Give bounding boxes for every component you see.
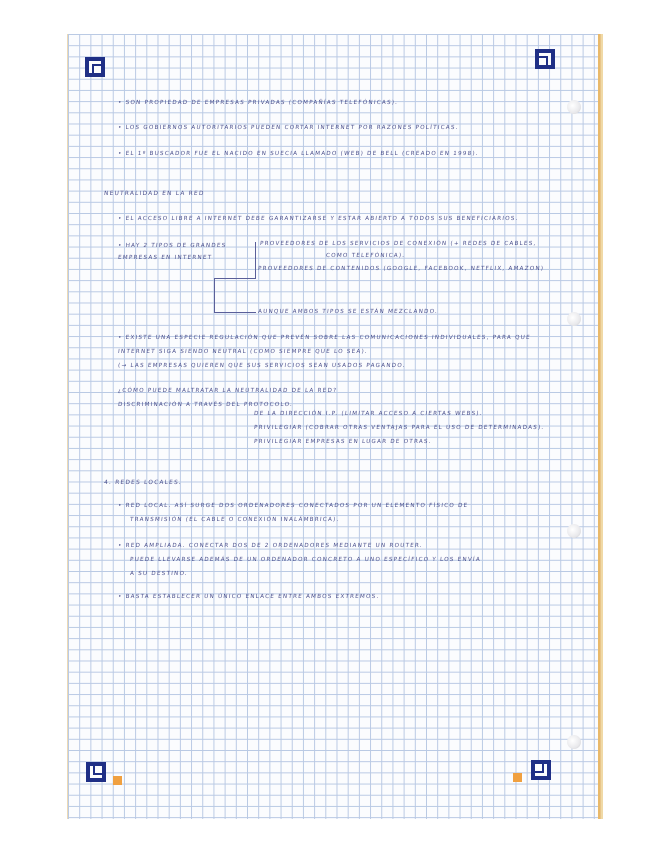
note-line: TRANSMISIÓN (EL CABLE O CONEXIÓN INALÁMBRICA). xyxy=(129,517,340,523)
section-heading: 4. REDES LOCALES. xyxy=(103,480,183,486)
note-line: ¿CÓMO PUEDE MALTRATAR LA NEUTRALIDAD DE LA RED? xyxy=(117,388,338,394)
note-line: • RED LOCAL. ASÍ SURGE DOS ORDENADORES CONECTADOS POR UN ELEMENTO FÍSICO DE xyxy=(117,503,469,509)
binder-hole-3 xyxy=(567,524,581,538)
note-line: DE LA DIRECCIÓN I.P. (LIMITAR ACCESO A CIERTAS WEBS). xyxy=(253,411,484,417)
bracket-line xyxy=(214,312,256,313)
note-line: PUEDE LLEVARSE ADEMÁS DE UN ORDENADOR CONCRETO A UNO ESPECÍFICO Y LOS ENVÍA xyxy=(129,557,482,563)
bracket-line xyxy=(255,242,256,278)
note-line: • LOS GOBIERNOS AUTORITARIOS PUEDEN CORTAR INTERNET POR RAZONES POLÍTICAS. xyxy=(117,125,460,131)
note-line: • HAY 2 TIPOS DE GRANDES xyxy=(117,243,227,249)
note-line: • EL ACCESO LIBRE A INTERNET DEBE GARANTIZARSE Y ESTAR ABIERTO A TODOS SUS BENEFICIARIOS. xyxy=(117,216,519,222)
binder-hole-1 xyxy=(567,100,581,114)
corner-marker-bottom-left xyxy=(86,762,106,782)
section-heading: NEUTRALIDAD EN LA RED xyxy=(103,191,205,197)
bracket-line xyxy=(214,278,256,279)
corner-marker-top-right xyxy=(535,49,555,69)
note-line: AUNQUE AMBOS TIPOS SE ESTÁN MEZCLANDO. xyxy=(257,309,439,315)
note-line: PROVEEDORES DE CONTENIDOS (GOOGLE, FACEBOOK, NETFLIX, AMAZON) xyxy=(257,266,545,272)
note-line: • EL 1º BUSCADOR FUE EL NACIDO EN SUECIA LLAMADO (WEB) DE BELL (CREADO EN 1998). xyxy=(117,151,480,157)
note-line: (→ LAS EMPRESAS QUIEREN QUE SUS SERVICIOS SEAN USADOS PAGANDO. xyxy=(117,363,406,369)
bracket-line xyxy=(214,278,215,312)
binder-hole-2 xyxy=(567,312,581,326)
orange-marker-left xyxy=(113,776,122,785)
note-line: • EXISTE UNA ESPECIE REGULACIÓN QUE PREVÉN SOBRE LAS COMUNICACIONES INDIVIDUALES, PARA QUE xyxy=(117,335,532,341)
note-line: INTERNET SIGA SIENDO NEUTRAL (COMO SIEMPRE QUE LO SEA). xyxy=(117,349,369,355)
note-line: EMPRESAS EN INTERNET xyxy=(117,255,213,261)
note-line: • RED AMPLIADA. CONECTAR DOS DE 2 ORDENADORES MEDIANTE UN ROUTER. xyxy=(117,543,424,549)
note-line: • SON PROPIEDAD DE EMPRESAS PRIVADAS (COMPAÑÍAS TELEFÓNICAS). xyxy=(117,100,399,106)
corner-marker-bottom-right xyxy=(531,760,551,780)
corner-marker-top-left xyxy=(85,57,105,77)
note-line: PRIVILEGIAR (COBRAR OTRAS VENTAJAS PARA EL USO DE DETERMINADAS). xyxy=(253,425,545,431)
binder-hole-4 xyxy=(567,735,581,749)
note-line: COMO TELEFÓNICA). xyxy=(325,253,406,259)
note-line: DISCRIMINACIÓN A TRAVÉS DEL PROTOCOLO. xyxy=(117,402,294,408)
orange-marker-right xyxy=(513,773,522,782)
note-line: A SU DESTINO. xyxy=(129,571,189,577)
note-line: PRIVILEGIAR EMPRESAS EN LUGAR DE OTRAS. xyxy=(253,439,433,445)
note-line: • BASTA ESTABLECER UN ÚNICO ENLACE ENTRE AMBOS EXTREMOS. xyxy=(117,594,380,600)
note-line: PROVEEDORES DE LOS SERVICIOS DE CONEXIÓN (+ REDES DE CABLES, xyxy=(259,241,537,247)
